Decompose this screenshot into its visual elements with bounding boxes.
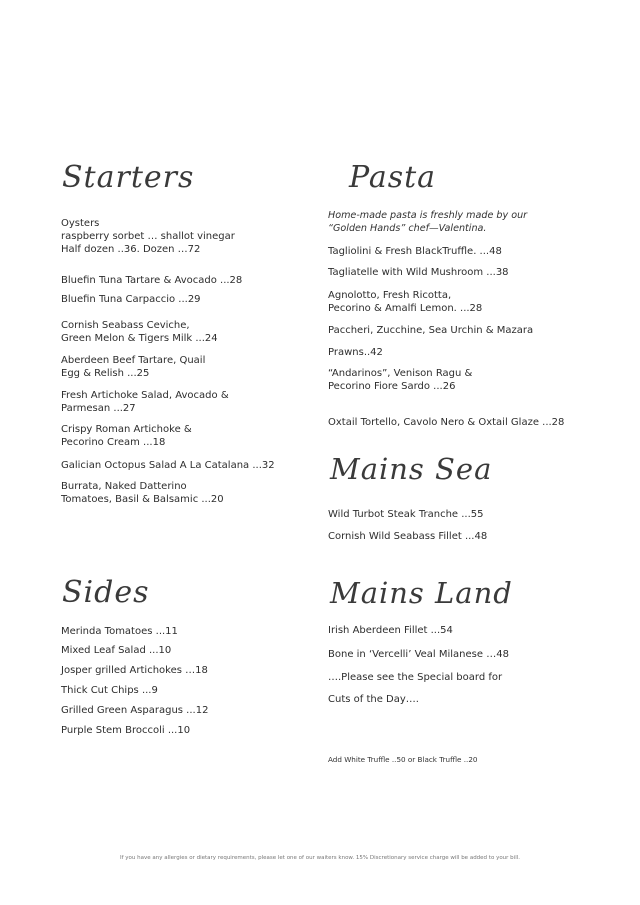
starters-heading: Starters <box>62 160 195 195</box>
menu-item: “Andarinos”, Venison Ragu & Pecorino Fiore Sardo ...26 <box>328 368 473 392</box>
menu-item: Bone in ‘Vercelli’ Veal Milanese …48 <box>328 649 509 660</box>
menu-item: Cornish Wild Seabass Fillet ...48 <box>328 531 488 542</box>
menu-item: Crispy Roman Artichoke & Pecorino Cream ...18 <box>61 424 192 448</box>
menu-item: Cuts of the Day…. <box>328 694 419 705</box>
menu-item: Agnolotto, Fresh Ricotta, Pecorino & Amalfi Lemon. ...28 <box>328 290 483 314</box>
menu-item: Josper grilled Artichokes …18 <box>61 665 208 676</box>
menu-item: Oysters raspberry sorbet … shallot vinegar Half dozen ..36. Dozen …72 <box>61 218 235 255</box>
mains-land-heading: Mains Land <box>330 576 513 610</box>
menu-item: ….Please see the Special board for <box>328 672 503 683</box>
sides-heading: Sides <box>62 575 150 610</box>
menu-item: Bluefin Tuna Carpaccio ...29 <box>61 294 201 305</box>
pasta-intro: Home-made pasta is freshly made by our “Golden Hands” chef—Valentina. <box>328 210 528 234</box>
menu-item: Merinda Tomatoes ...11 <box>61 626 178 637</box>
menu-item: Mixed Leaf Salad ...10 <box>61 645 172 656</box>
menu-item: Cornish Seabass Ceviche, Green Melon & Tigers Milk ...24 <box>61 320 218 344</box>
menu-item: Burrata, Naked Datterino Tomatoes, Basil & Balsamic ...20 <box>61 481 224 505</box>
menu-item: Bluefin Tuna Tartare & Avocado ...28 <box>61 275 243 286</box>
truffle-note: Add White Truffle ..50 or Black Truffle ..20 <box>328 755 478 764</box>
menu-item: Prawns..42 <box>328 347 383 358</box>
menu-item: Oxtail Tortello, Cavolo Nero & Oxtail Glaze ...28 <box>328 417 565 428</box>
menu-item: Irish Aberdeen Fillet ...54 <box>328 625 453 636</box>
menu-item: Galician Octopus Salad A La Catalana ...32 <box>61 460 275 471</box>
menu-item: Fresh Artichoke Salad, Avocado & Parmesan ...27 <box>61 390 229 414</box>
menu-item: Aberdeen Beef Tartare, Quail Egg & Relish ...25 <box>61 355 206 379</box>
pasta-heading: Pasta <box>349 160 437 195</box>
menu-item: Tagliolini & Fresh BlackTruffle. ...48 <box>328 246 502 257</box>
menu-item: Paccheri, Zucchine, Sea Urchin & Mazara <box>328 325 534 336</box>
menu-item: Tagliatelle with Wild Mushroom ...38 <box>328 267 509 278</box>
allergy-footer: If you have any allergies or dietary requirements, please let one of our waiters know. 15% Discretionary service charge will be added to your bill. <box>119 855 521 861</box>
menu-item: Purple Stem Broccoli ...10 <box>61 725 191 736</box>
mains-sea-heading: Mains Sea <box>330 452 493 486</box>
menu-item: Thick Cut Chips ...9 <box>61 685 158 696</box>
menu-item: Wild Turbot Steak Tranche ...55 <box>328 509 484 520</box>
menu-item: Grilled Green Asparagus ...12 <box>61 705 209 716</box>
